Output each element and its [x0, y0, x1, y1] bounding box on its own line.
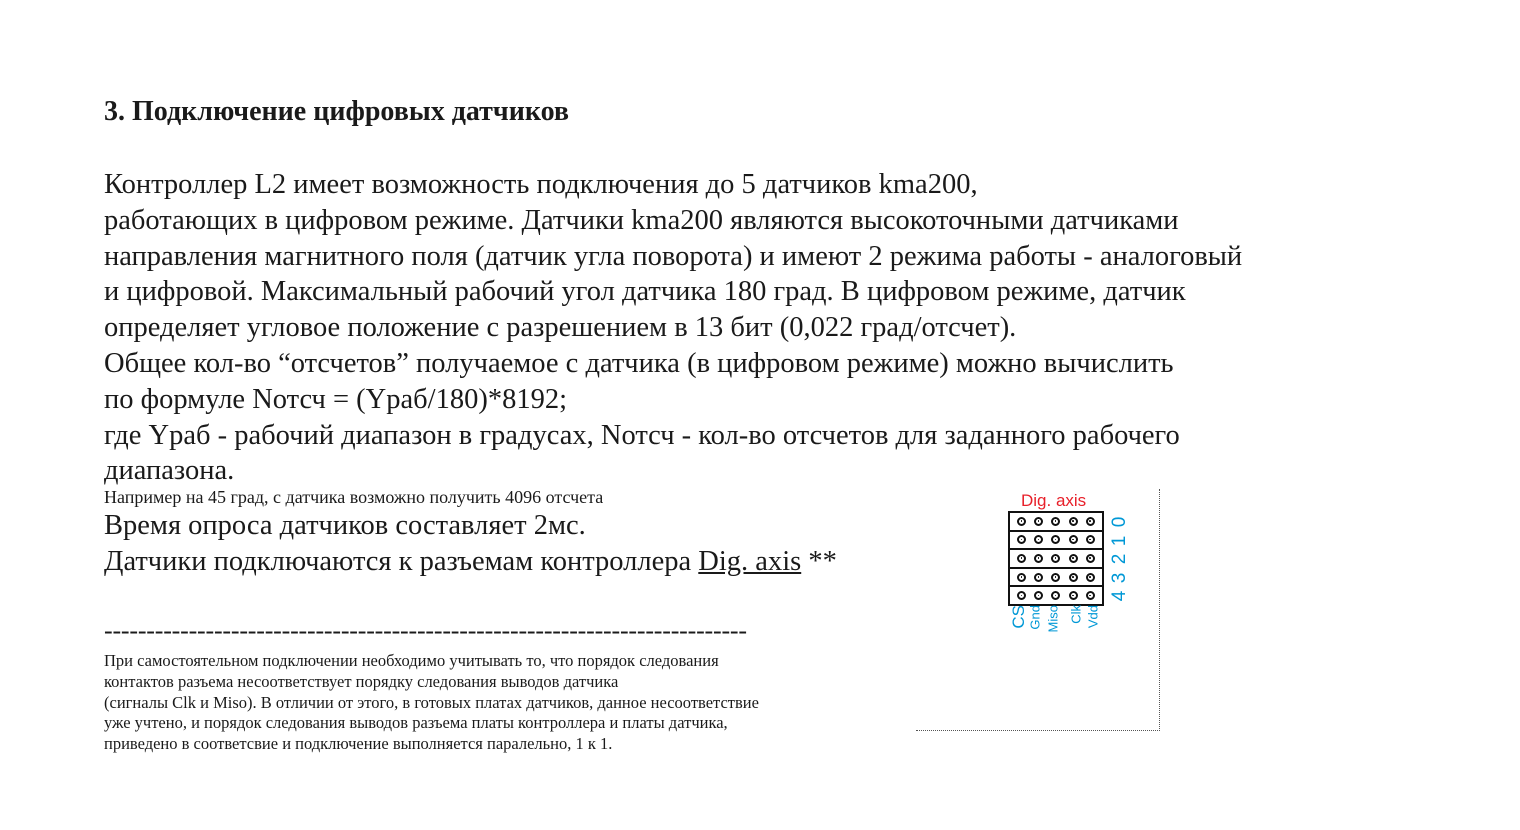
- pin-contact: [1017, 573, 1026, 582]
- pin-contact: [1034, 573, 1043, 582]
- pin-contact: [1051, 535, 1060, 544]
- row-number-label: 3: [1109, 572, 1130, 584]
- pin-row: [1010, 532, 1102, 551]
- pin-header: [1008, 511, 1104, 606]
- pin-contact: [1086, 573, 1095, 582]
- pin-label-text: Clk: [1068, 605, 1084, 624]
- pin-label-text: Gnd: [1027, 605, 1043, 630]
- pin-row: [1010, 569, 1102, 588]
- footnote-line: уже учтено, и порядок следования выводов разъема платы контроллера и платы датчика,: [104, 713, 728, 733]
- pin-contact: [1034, 535, 1043, 544]
- pin-contact: [1034, 591, 1043, 600]
- row-number-label: 0: [1109, 516, 1130, 528]
- paragraph-line: определяет угловое положение с разрешением в 13 бит (0,022 град/отсчет).: [104, 312, 1017, 344]
- pin-contact: [1069, 554, 1078, 563]
- pin-contact: [1051, 591, 1060, 600]
- footnote-line: (сигналы Clk и Miso). В отличии от этого, в готовых платах датчиков, данное несоответствие: [104, 692, 759, 712]
- pin-contact: [1051, 573, 1060, 582]
- pin-row: [1010, 550, 1102, 569]
- pin-label-text: Vdd: [1085, 605, 1101, 629]
- dig-axis-link[interactable]: Dig. axis: [698, 546, 802, 577]
- pin-contact: [1086, 591, 1095, 600]
- connect-line: [104, 544, 837, 580]
- pin-contact: [1086, 535, 1095, 544]
- pin-contact: [1051, 517, 1060, 526]
- pin-label-miso: [1045, 605, 1068, 645]
- paragraph-line: и цифровой. Максимальный рабочий угол датчика 180 град. В цифровом режиме, датчик: [104, 276, 1186, 308]
- paragraph-line: Общее кол-во “отсчетов” получаемое с датчика (в цифровом режиме) можно вычислить: [104, 347, 1174, 379]
- row-numbers: [1108, 513, 1132, 603]
- polling-line: Время опроса датчиков составляет 2мс.: [104, 510, 586, 541]
- paragraph-line: где Yраб - рабочий диапазон в градусах, Nотсч - кол-во отсчетов для заданного рабочего: [104, 419, 1180, 451]
- panel-border-right: [1159, 489, 1160, 731]
- paragraph-line: Контроллер L2 имеет возможность подключения до 5 датчиков kma200,: [104, 169, 978, 200]
- pin-label-clk: [1069, 605, 1087, 645]
- pin-contact: [1017, 591, 1026, 600]
- pin-contact: [1017, 535, 1026, 544]
- pin-contact: [1051, 554, 1060, 563]
- pin-contact: [1069, 591, 1078, 600]
- pin-label-vdd: [1085, 605, 1106, 645]
- row-number-label: 4: [1109, 591, 1130, 602]
- main-paragraph: [104, 167, 1242, 489]
- example-note: Например на 45 град, с датчика возможно получить 4096 отсчета: [104, 487, 604, 507]
- footnote-line: приведено в соответсвие и подключение выполняется паралельно, 1 к 1.: [104, 734, 613, 754]
- pin-contact: [1034, 517, 1043, 526]
- pin-contact: [1086, 554, 1095, 563]
- pin-contact: [1069, 535, 1078, 544]
- separator-line: ----------------------------------------------------------------------------: [104, 616, 747, 645]
- paragraph-line: направления магнитного поля (датчик угла поворота) и имеют 2 режима работы - аналоговый: [104, 240, 1243, 272]
- footnote-line: При самостоятельном подключении необходимо учитывать то, что порядок следования: [104, 651, 719, 670]
- pin-row: [1010, 513, 1102, 532]
- paragraph-line: диапазона.: [104, 455, 235, 487]
- pin-label-text: CS: [1009, 605, 1029, 629]
- paragraph-line: работающих в цифровом режиме. Датчики kma200 являются высокоточными датчиками: [104, 204, 1179, 236]
- row-number-label: 2: [1109, 553, 1130, 565]
- connect-prefix: Датчики подключаются к разъемам контроллера: [104, 546, 699, 577]
- lower-paragraph: [104, 508, 837, 580]
- row-number-label: 1: [1109, 535, 1130, 546]
- connect-suffix: **: [801, 546, 837, 577]
- panel-border-bottom: [916, 730, 1160, 731]
- pin-label-text: Miso: [1045, 605, 1061, 633]
- section-heading: 3. Подключение цифровых датчиков: [104, 96, 570, 127]
- paragraph-line: по формуле Nотсч = (Yраб/180)*8192;: [104, 383, 567, 415]
- connector-title: Dig. axis: [1021, 491, 1087, 510]
- pin-contact: [1069, 517, 1078, 526]
- footnote: [104, 651, 759, 755]
- pin-contact: [1069, 573, 1078, 582]
- pin-contact: [1017, 517, 1026, 526]
- pin-row: [1010, 587, 1102, 604]
- connector-diagram: [916, 489, 1160, 731]
- pin-contact: [1086, 517, 1095, 526]
- pin-contact: [1017, 554, 1026, 563]
- footnote-line: контактов разъема несоответствует порядку следования выводов датчика: [104, 671, 619, 691]
- pin-contact: [1034, 554, 1043, 563]
